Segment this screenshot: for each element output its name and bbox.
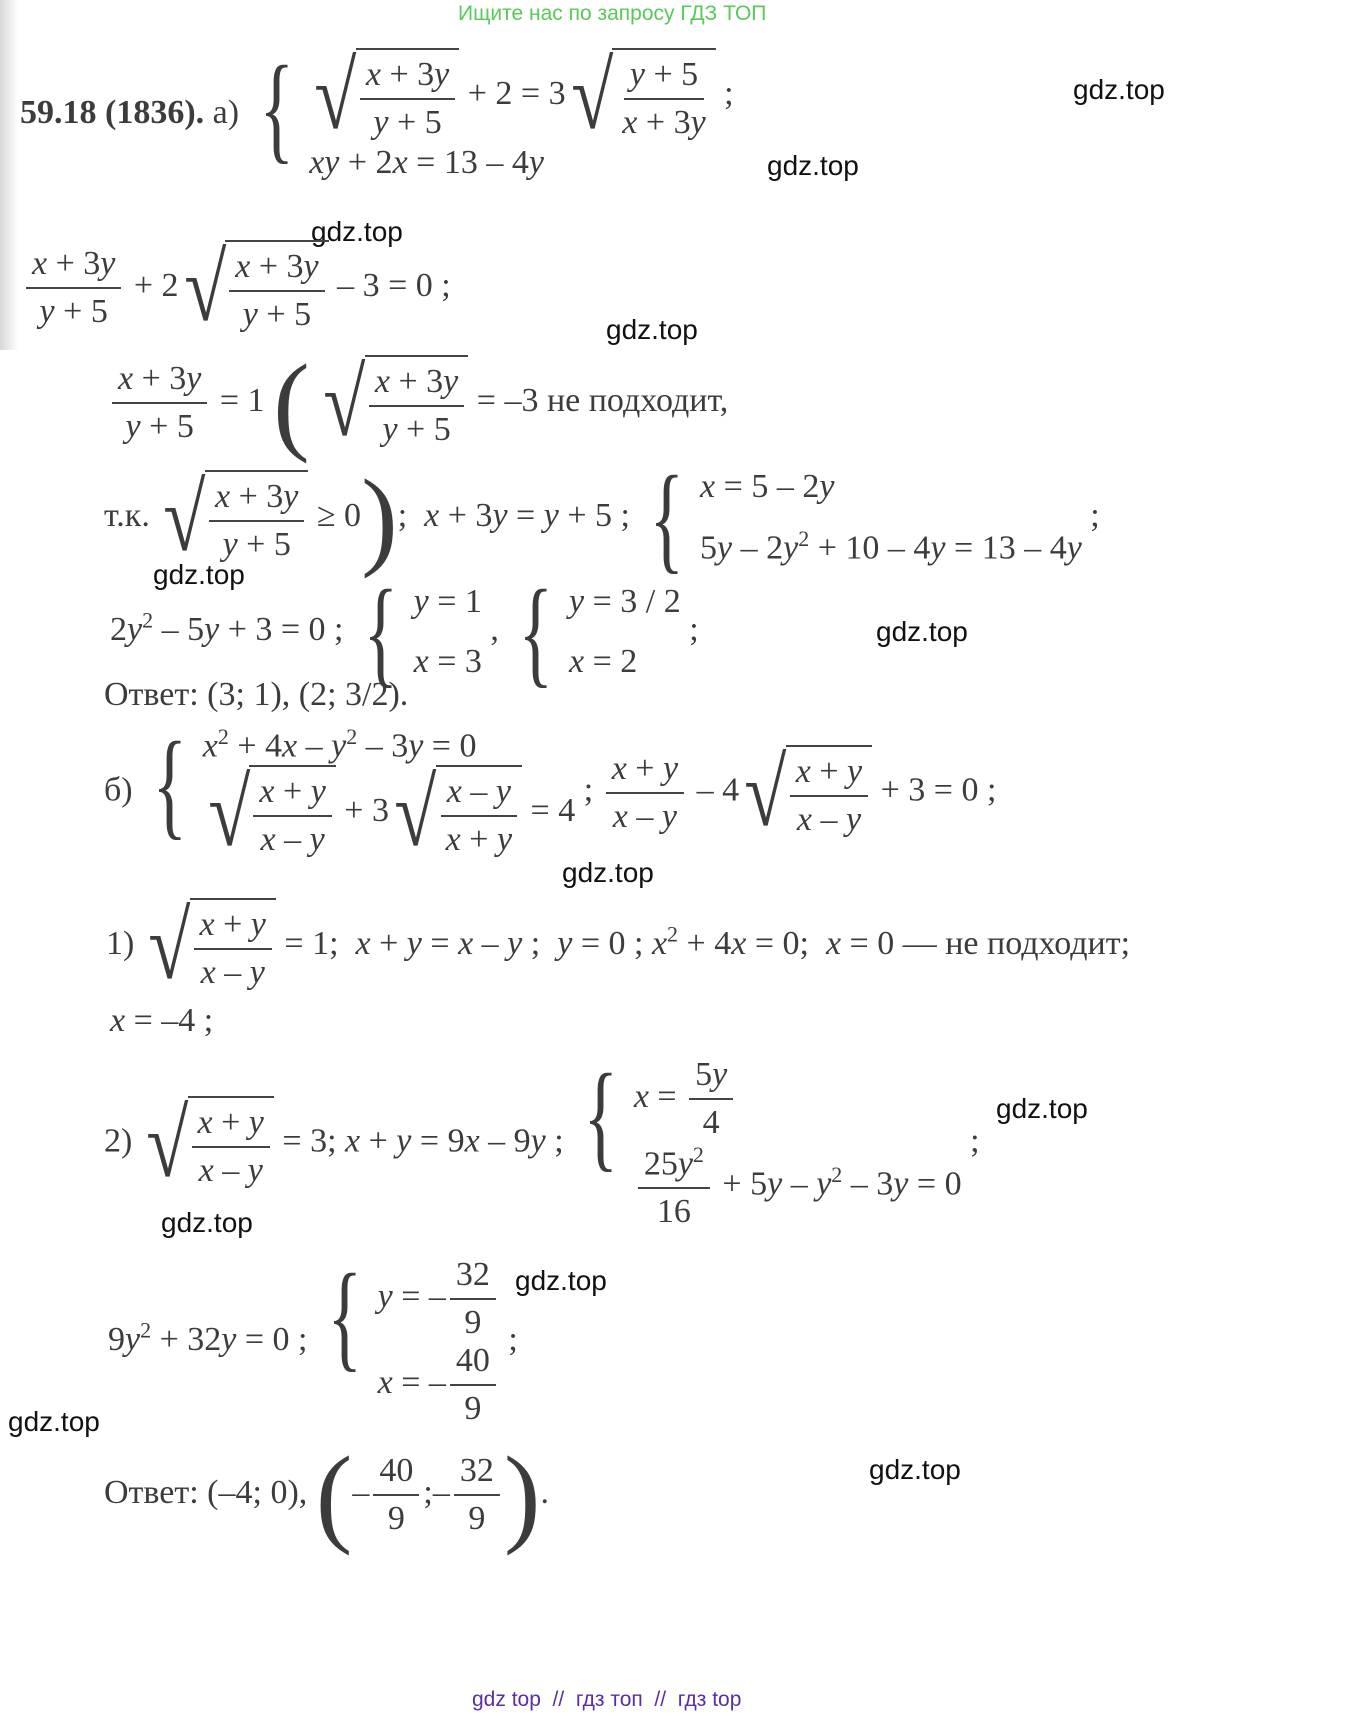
answer-label-b: Ответ: [104,1473,199,1511]
problem-number: 59.18 (1836). [20,93,205,131]
watermark: gdz.top [153,559,245,590]
watermark: gdz.top [606,314,698,345]
problem-header [20,41,734,182]
step-1-label: 1) [106,924,135,962]
watermark: gdz.top [515,1265,607,1296]
not-fits-text-2: — не подходит; [902,924,1131,962]
equation-since: т.к. √ $\frac{x + 3y}{y + 5}$ ≥ 0); x + 3y = y + 5 ; { x = 5 – 2y $5y - 2y^2 + 10 - 4y = 13 - 4y$ ; [104,451,1100,584]
watermark: gdz.top [876,616,968,647]
watermark: gdz.top [8,1406,100,1437]
watermark: gdz.top [311,216,403,247]
equation-9y: $9y^2 + 32y = 0$ ; { y = – $\frac{32}{9}$ x = – $\frac{40}{9}$ ; [108,1249,518,1427]
equation-ratio-one: $\frac{x + 3y}{y + 5}$ = 1 ( √ $\frac{x + 3y}{y + 5}$ = –3 не подходит, [108,348,728,458]
answer-label: Ответ: [104,676,199,713]
answer-a [104,676,408,714]
header-search-text[interactable]: Ищите нас по запросу ГДЗ ТОП [458,2,767,25]
scan-shadow [0,0,18,350]
watermark: gdz.top [562,857,654,888]
answer-b: Ответ: (–4; 0), (– $\frac{40}{9}$ ;– $\frac{32}{9}$ ). [104,1434,549,1556]
watermark: gdz.top [996,1093,1088,1124]
part-b-label: б) [104,771,133,809]
system-a: { √ $\frac{x + 3y}{y + 5}$ + 2 = 3 √ $\frac{y + 5}{x + 3y}$ ; xy + 2x = 13 – 4y [259,41,734,181]
equation-quadratic-root: $\frac{x + 3y}{y + 5}$ + 2 √ $\frac{x + 3y}{y + 5}$ – 3 = 0 ; [22,240,451,336]
step-2-label: 2) [104,1122,133,1160]
footer-links[interactable]: gdz top // гдз топ // гдз top [472,1688,742,1711]
watermark: gdz.top [767,150,859,181]
step-1-result: x = –4 ; [110,1002,214,1039]
watermark: gdz.top [1073,74,1165,105]
step-1: 1) √ $\frac{x + y}{x - y}$ = 1; x + y = x – y ; y = 0 ; $x^2 + 4x = 0$; x = 0 — не подходит; [106,892,1131,999]
watermark: gdz.top [161,1207,253,1238]
answer-b-first: (–4; 0), [207,1473,308,1511]
part-a-label: а) [212,93,240,131]
answer-a-value: (3; 1), (2; 3/2). [207,676,409,713]
system-b: б) { $x^2 + 4x - y^2 - 3y = 0$ √ $\frac{x + y}{x - y}$ + 3 √ $\frac{x - y}{x + y}$ = 4 ; $\frac{x + y}{x - y}$ – 4 √ $\frac{x + y}{x - y}$ + 3 = 0 ; [104,717,997,867]
since-label: т.к. [104,496,150,534]
watermark: gdz.top [869,1454,961,1485]
equation-quadratic-y: $2y^2 - 5y + 3 = 0$ ; { y = 1 x = 3 , { y = 3 / 2 x = 2 ; [110,565,699,698]
not-fits-text: = –3 не подходит, [476,381,729,419]
step-2: 2) √ $\frac{x + y}{x - y}$ = 3; x + y = 9x – 9y ; { x = $\frac{5y}{4}$ $\frac{25y^2}{16}$ + $5y - y^2 - 3y = 0$ ; [104,1049,980,1231]
